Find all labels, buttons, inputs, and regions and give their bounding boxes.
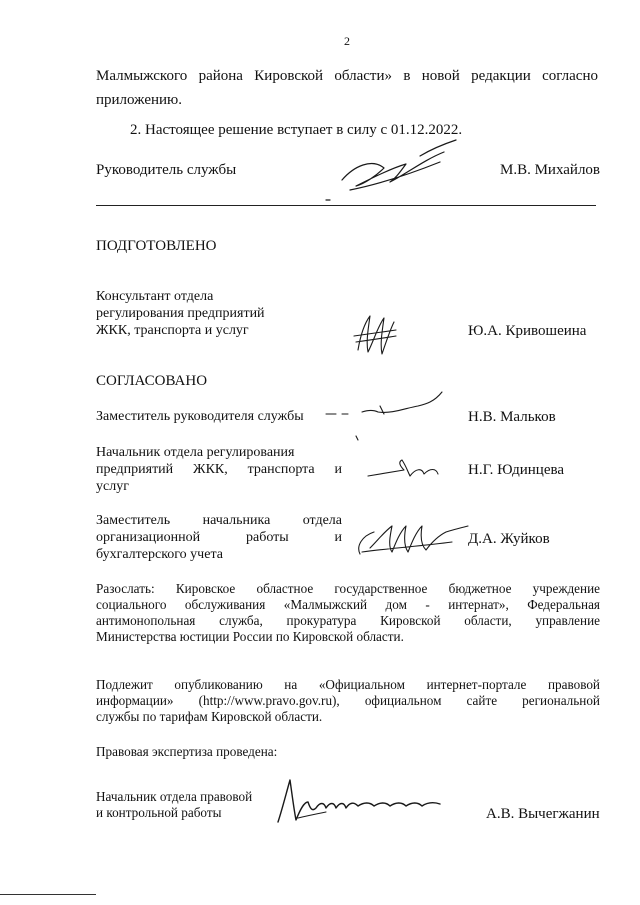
prepared-position-line-2: регулирования предприятий	[96, 306, 265, 321]
prepared-position-line-3: ЖКК, транспорта и услуг	[96, 323, 249, 338]
distribution-paragraph	[96, 581, 600, 645]
signer-3-signature	[352, 518, 472, 560]
signer-1-signature	[322, 388, 452, 444]
distribution-line-3: антимонопольная служба, прокуратура Кировской области, управление	[96, 613, 600, 628]
legal-review-name: А.В. Вычегжанин	[486, 806, 600, 822]
signer-1-position: Заместитель руководителя службы	[96, 409, 304, 424]
publication-line-1: Подлежит опубликованию на «Официальном интернет-портале правовой	[96, 677, 600, 692]
signer-3-position-line-1: Заместитель начальника отдела	[96, 513, 342, 528]
head-position: Руководитель службы	[96, 162, 237, 178]
page-number: 2	[344, 34, 350, 48]
footer-line	[0, 894, 96, 895]
prepared-signature	[350, 312, 400, 358]
head-name: М.В. Михайлов	[500, 162, 601, 178]
legal-review-statement: Правовая экспертиза проведена:	[96, 744, 278, 759]
signer-2-name: Н.Г. Юдинцева	[468, 462, 565, 478]
prepared-heading: ПОДГОТОВЛЕНО	[96, 238, 217, 254]
signer-1-name: Н.В. Мальков	[468, 409, 556, 425]
publication-line-3: службы по тарифам Кировской области.	[96, 709, 323, 724]
distribution-line-4: Министерства юстиции России по Кировской области.	[96, 629, 404, 644]
signer-3-position-line-2: организационной работы и	[96, 530, 342, 545]
publication-paragraph	[96, 677, 600, 725]
publication-line-2: информации» (http://www.pravo.gov.ru), официальном сайте региональной	[96, 693, 600, 708]
intro-line-1: Малмыжского района Кировской области» в новой редакции согласно	[96, 68, 598, 84]
decision-item-2: 2. Настоящее решение вступает в силу с 01.12.2022.	[130, 122, 463, 138]
signer-3-position	[96, 512, 342, 563]
prepared-name: Ю.А. Кривошеина	[468, 323, 587, 339]
head-signature	[320, 138, 470, 208]
distribution-line-1: Разослать: Кировское областное государственное бюджетное учреждение	[96, 581, 600, 596]
signer-2-signature	[366, 456, 446, 486]
signer-2-position-line-1: Начальник отдела регулирования	[96, 445, 295, 460]
agreed-heading: СОГЛАСОВАНО	[96, 373, 208, 389]
signer-2-position	[96, 444, 342, 495]
intro-paragraph	[96, 67, 598, 86]
signer-2-position-line-2: предприятий ЖКК, транспорта и	[96, 462, 342, 477]
legal-review-position-line-2: и контрольной работы	[96, 805, 222, 820]
signer-3-name: Д.А. Жуйков	[468, 531, 550, 547]
signer-2-position-line-3: услуг	[96, 479, 129, 494]
prepared-position-line-1: Консультант отдела	[96, 289, 214, 304]
legal-review-signature	[272, 772, 452, 832]
separator-line	[96, 205, 596, 206]
signer-3-position-line-3: бухгалтерского учета	[96, 547, 223, 562]
legal-review-position-line-1: Начальник отдела правовой	[96, 789, 253, 804]
distribution-line-2: социального обслуживания «Малмыжский дом - интернат», Федеральная	[96, 597, 600, 612]
intro-line-2: приложению.	[96, 92, 183, 108]
